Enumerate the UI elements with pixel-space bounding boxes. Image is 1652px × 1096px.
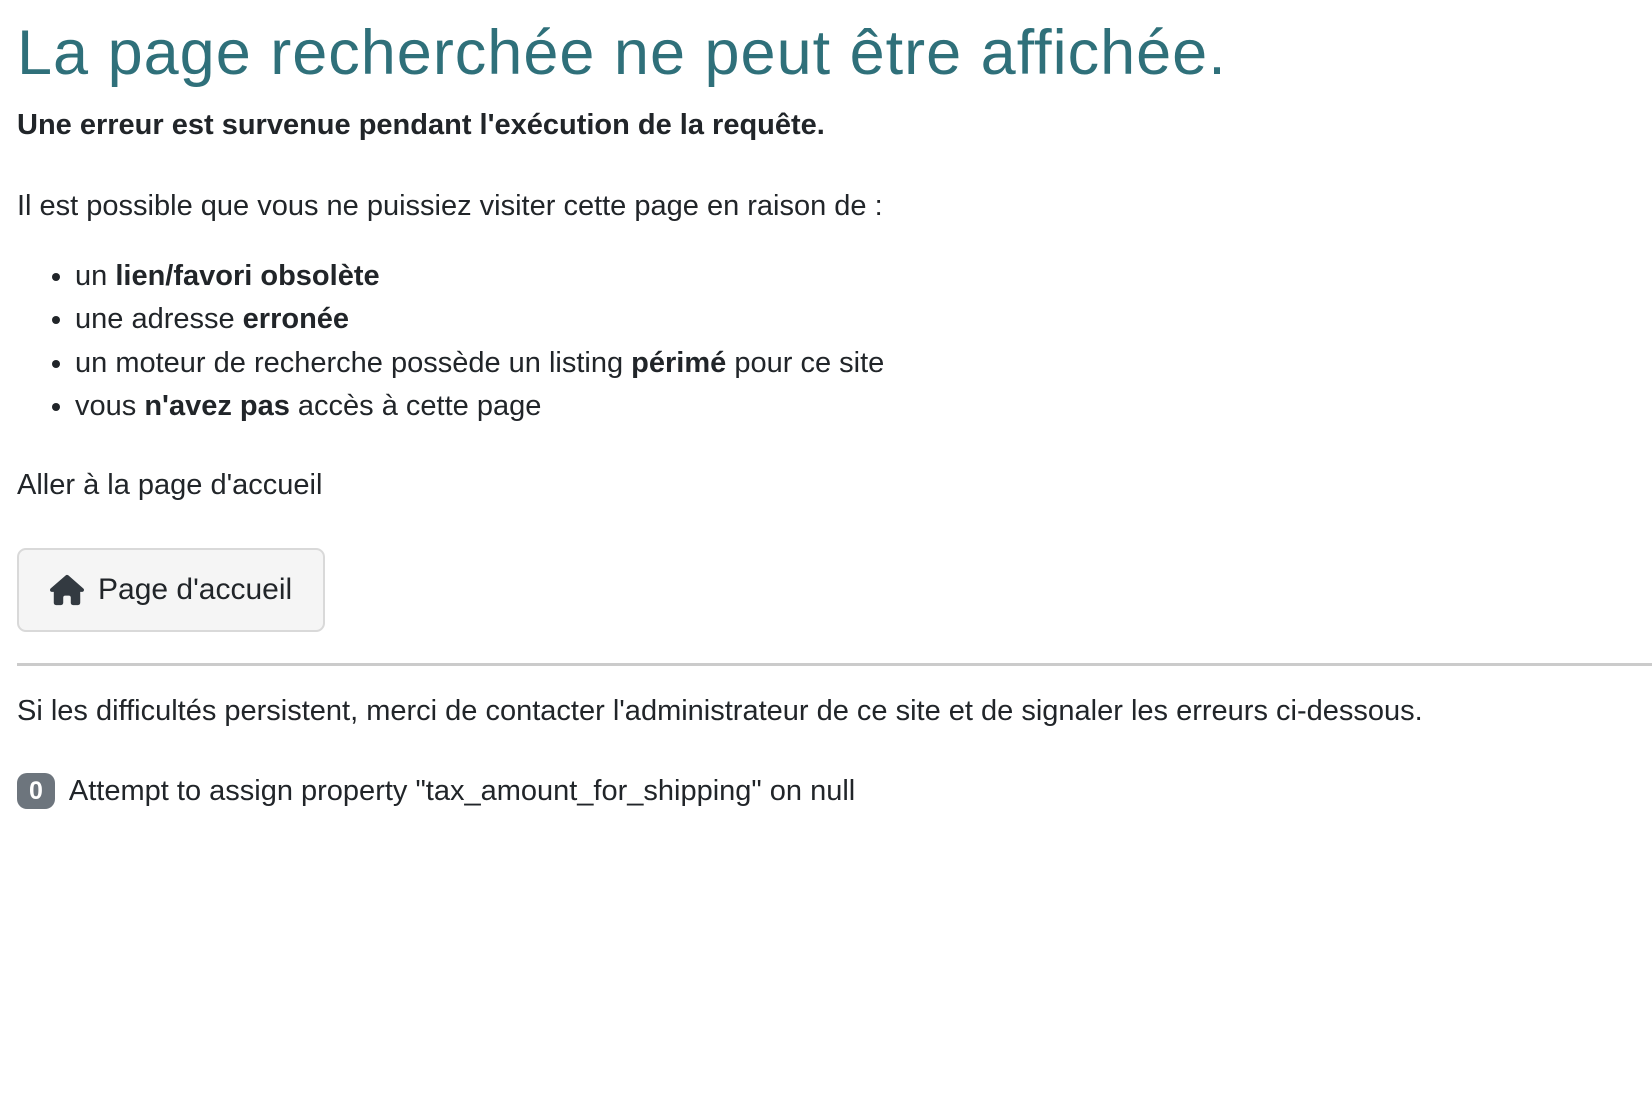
reason-text: accès à cette page [289, 390, 542, 423]
error-message: Attempt to assign property "tax_amount_for_shipping" on null [68, 774, 856, 807]
list-item [75, 255, 1652, 299]
divider [17, 663, 1652, 666]
home-icon [50, 573, 84, 607]
reason-text-bold: erronée [242, 303, 350, 336]
reason-text-bold: périmé [631, 346, 727, 379]
home-line: Aller à la page d'accueil [17, 468, 323, 501]
reasons-intro: Il est possible que vous ne puissiez visiter cette page en raison de : [17, 190, 883, 223]
reason-text: un [75, 259, 116, 292]
error-page [0, 16, 1652, 813]
list-item [75, 298, 1652, 342]
page-title: La page recherchée ne peut être affichée. [17, 18, 1227, 88]
reason-text: pour ce site [726, 346, 885, 379]
reason-text: une adresse [75, 303, 243, 336]
contact-admin-text: Si les difficultés persistent, merci de contacter l'administrateur de ce site et de signaler les erreurs ci-dessous. [17, 695, 1423, 728]
reason-text-bold: lien/favori obsolète [115, 259, 380, 292]
error-summary: Une erreur est survenue pendant l'exécution de la requête. [17, 108, 825, 141]
list-item [75, 342, 1652, 386]
home-button[interactable] [17, 548, 325, 632]
home-button-label: Page d'accueil [98, 573, 293, 607]
reason-list [17, 255, 1652, 429]
error-row [17, 770, 1652, 814]
error-code-badge: 0 [17, 773, 55, 809]
reason-text: vous [75, 390, 145, 423]
reason-text-bold: n'avez pas [144, 390, 290, 423]
reason-text: un moteur de recherche possède un listing [75, 346, 632, 379]
list-item [75, 385, 1652, 429]
